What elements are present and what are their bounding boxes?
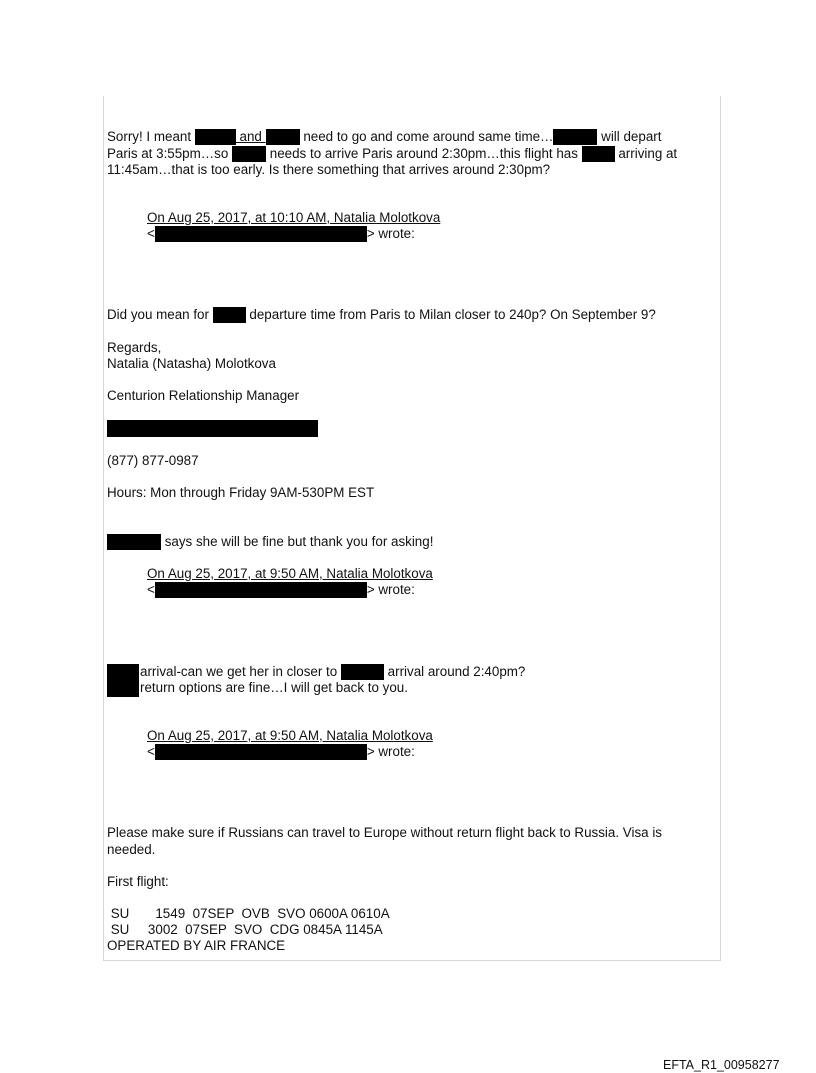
redaction [582,146,615,162]
flight-line-2: SU 3002 07SEP SVO CDG 0845A 1145A [107,922,383,937]
redaction [155,226,367,242]
redaction [107,534,161,550]
flight-line-1: SU 1549 07SEP OVB SVO 0600A 0610A [107,906,390,921]
email5-para-line1: Please make sure if Russians can travel to Europe without return flight back to Russia. Visa is [107,825,662,840]
redaction [107,664,139,697]
email1-line2: Paris at 3:55pm…so needs to arrive Paris around 2:30pm…this flight has arriving at [107,146,678,161]
email4-redaction-block [107,664,139,697]
redaction [155,744,367,760]
email1-line3: 11:45am…that is too early. Is there something that arrives around 2:30pm? [107,162,551,177]
signature-phone: (877) 877-0987 [107,453,199,468]
redaction [107,420,318,437]
signature-redaction [107,420,318,437]
redaction [213,307,246,323]
redaction [341,664,384,680]
signature-name: Natalia (Natasha) Molotkova [107,356,276,371]
quote2-header: On Aug 25, 2017, at 9:50 AM, Natalia Molotkova [147,566,433,581]
quote3-header: On Aug 25, 2017, at 9:50 AM, Natalia Molotkova [147,728,433,743]
email5-para-line2: needed. [107,842,156,857]
email2-question: Did you mean for departure time from Paris to Milan closer to 240p? On September 9? [107,307,656,322]
quote2-email-line: < > wrote: [147,582,415,597]
redaction [195,129,236,145]
quote1-header: On Aug 25, 2017, at 10:10 AM, Natalia Molotkova [147,210,441,225]
signature-hours: Hours: Mon through Friday 9AM-530PM EST [107,485,375,500]
email4-line1: arrival-can we get her in closer to arrival around 2:40pm? [140,664,526,679]
first-flight-label: First flight: [107,874,169,889]
quote1-email-line: < > wrote: [147,226,415,241]
redaction [232,146,266,162]
redaction [553,129,597,145]
email1-line1: Sorry! I meant and need to go and come around same time… will depart [107,129,662,144]
email4-line2: return options are fine…I will get back to you. [140,680,408,695]
email2-regards: Regards, [107,340,162,355]
email3-line: says she will be fine but thank you for asking! [107,534,433,550]
redaction [155,582,367,598]
operated-by: OPERATED BY AIR FRANCE [107,938,286,953]
redaction [266,129,300,145]
bates-number: EFTA_R1_00958277 [663,1058,780,1072]
quote3-email-line: < > wrote: [147,744,415,759]
signature-title: Centurion Relationship Manager [107,388,300,403]
